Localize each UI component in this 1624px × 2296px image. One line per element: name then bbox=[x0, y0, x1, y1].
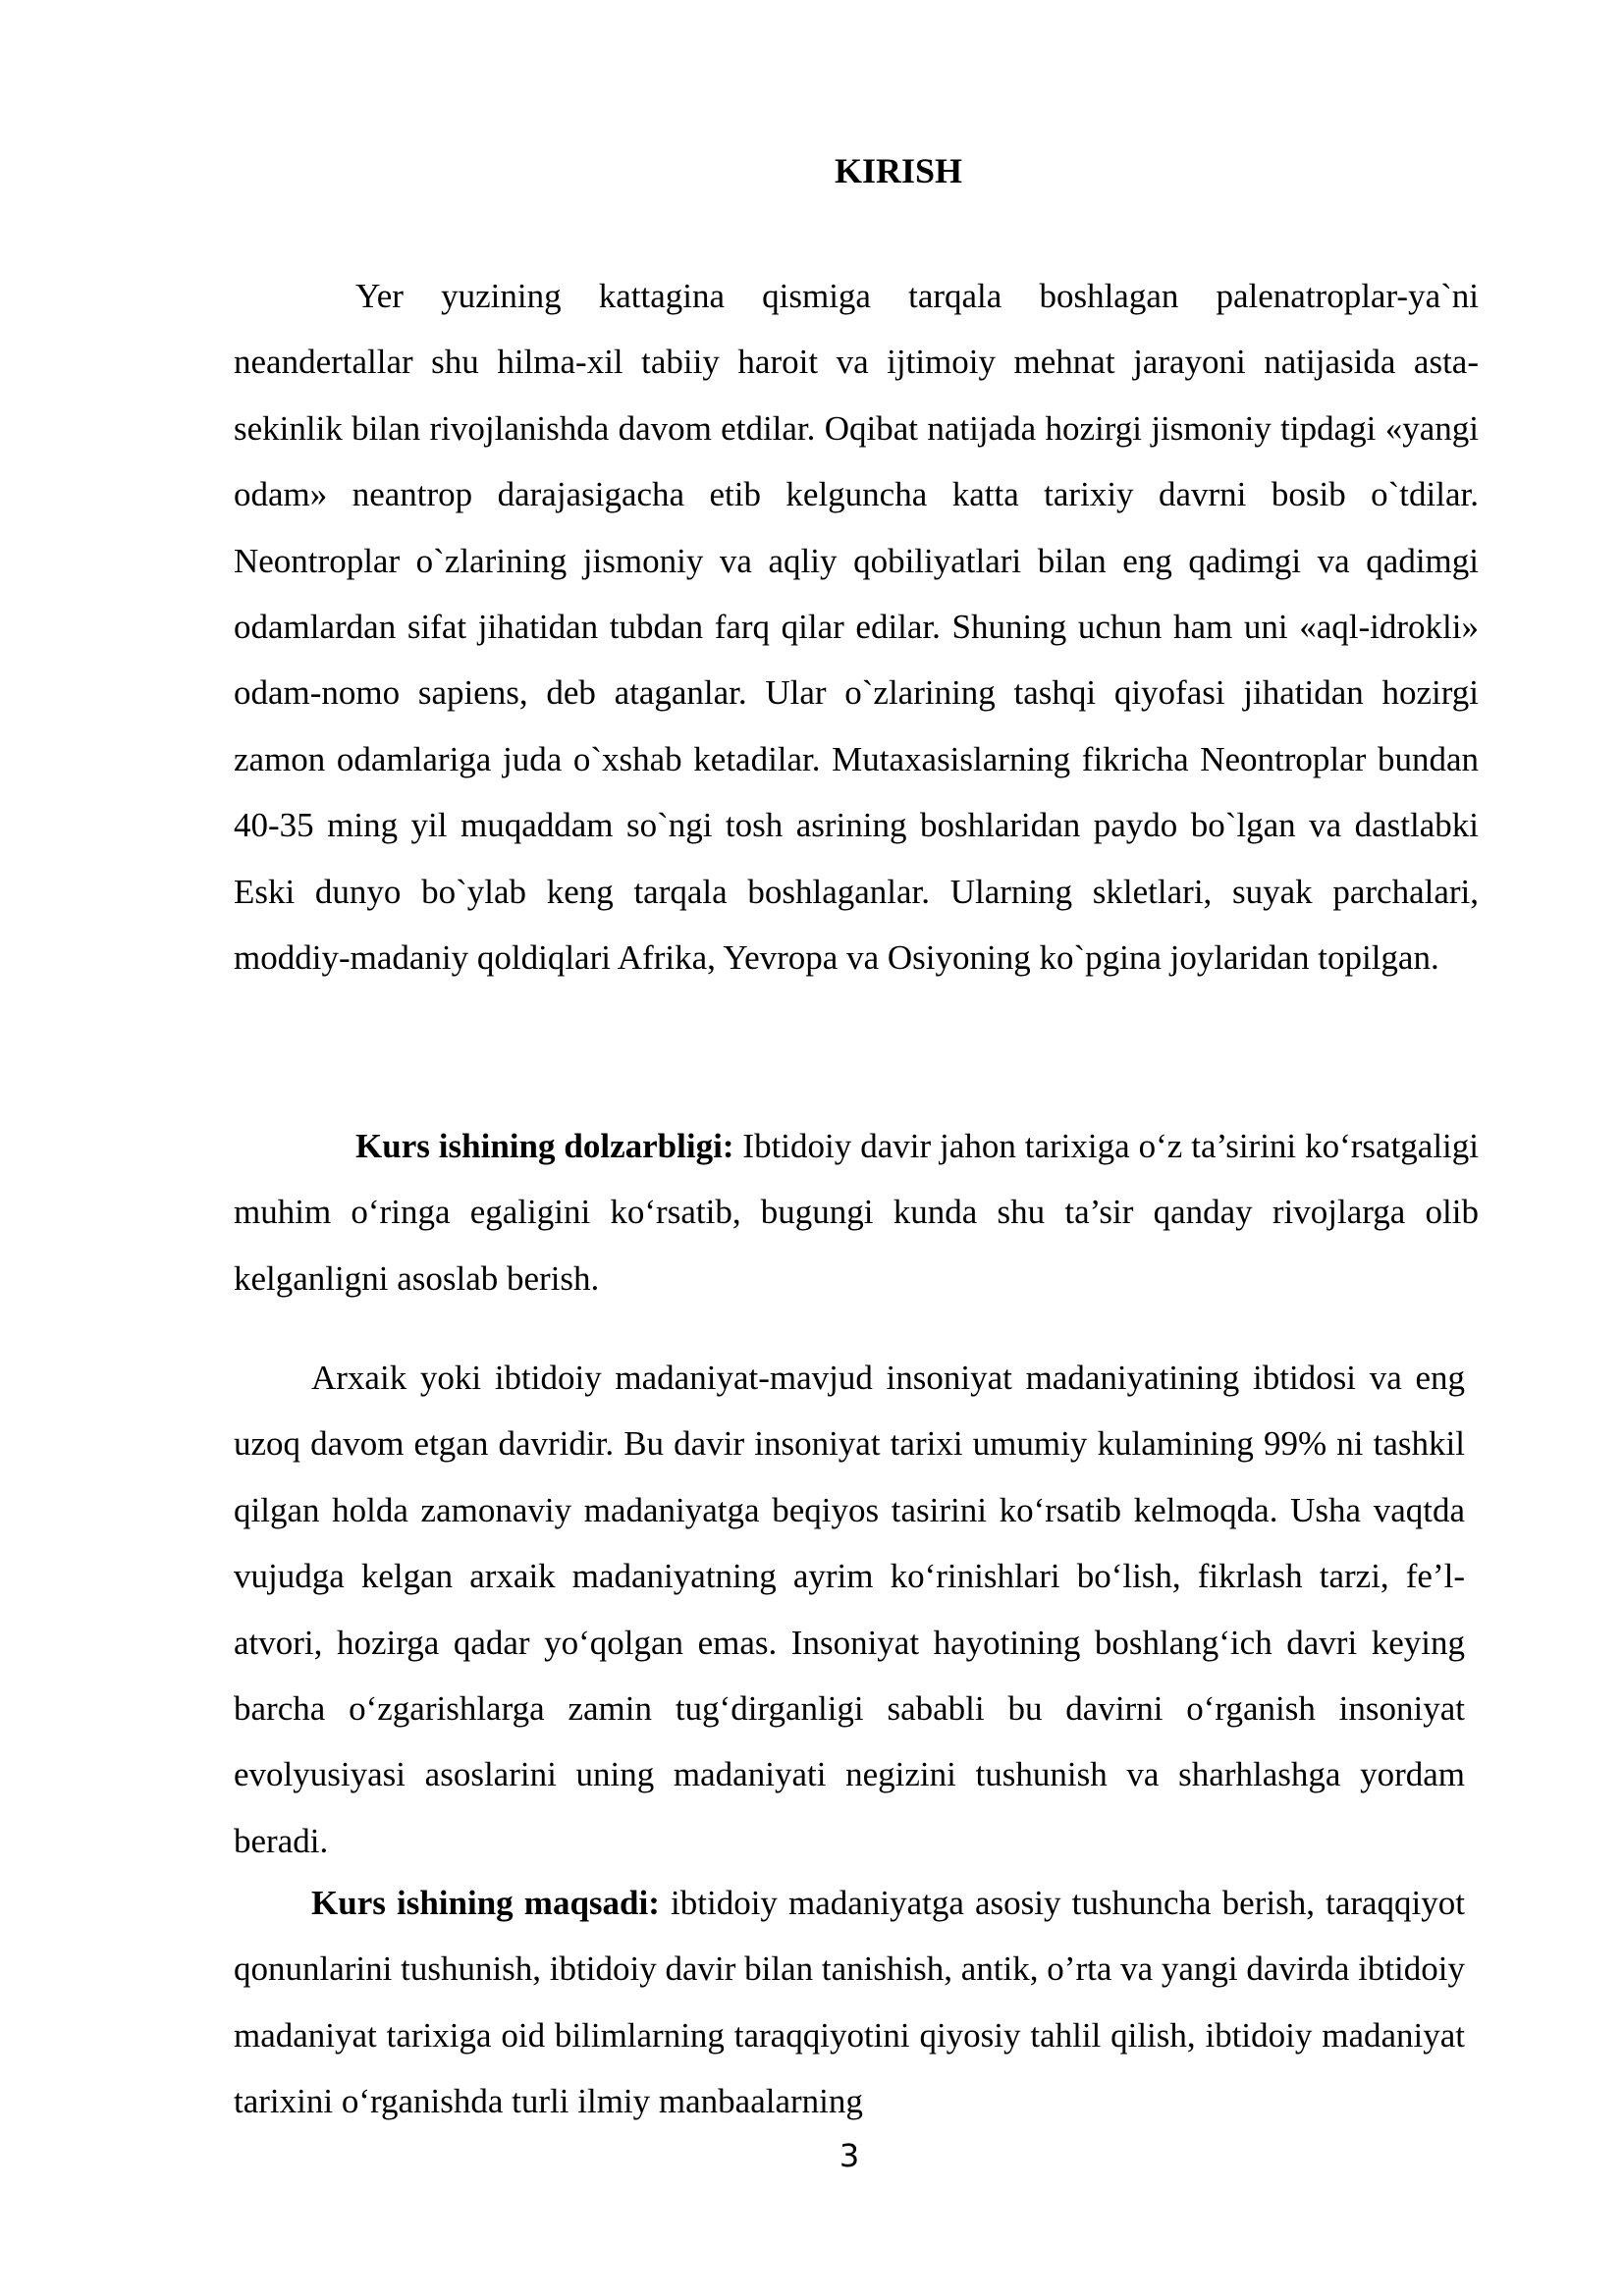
paragraph-text: Yer yuzining kattagina qismiga tarqala boshlagan palenatroplar-ya`ni neandertallar shu hilma-xil tabiiy haroit va ijtimoiy mehnat jarayoni natijasida asta-sekinlik bilan rivojlanishda davom etdilar. Oqibat natijada hozirgi jismoniy tipdagi «yangi odam» neantrop darajasigacha etib kelguncha katta tarixiy davrni bosib o`tdilar. Neontroplar o`zlarining jismoniy va aqliy qobiliyatlari bilan eng qadimgi va qadimgi odamlardan sifat jihatidan tubdan farq qilar edilar. Shuning uchun ham uni «aql-idrokli» odam-nomo sapiens, deb ataganlar. Ular o`zlarining tashqi qiyofasi jihatidan hozirgi zamon odamlariga juda o`xshab ketadilar. Mutaxasislarning fikricha Neontroplar bundan 40-35 ming yil muqaddam so`ngi tosh asrining boshlaridan paydo bo`lgan va dastlabki Eski dunyo bo`ylab keng tarqala boshlaganlar. Ularning skletlari, suyak parchalari, moddiy-madaniy qoldiqlari Afrika, Yevropa va Osiyoning ko`pgina joylaridan topilgan. bbox=[234, 277, 1479, 978]
paragraph-lead: Kurs ishining maqsadi: bbox=[311, 1884, 660, 1922]
page-title: KIRISH bbox=[834, 151, 963, 190]
paragraph-intro bbox=[234, 263, 1479, 990]
paragraph-lead: Kurs ishining dolzarbligi: bbox=[355, 1127, 734, 1165]
paragraph-relevance bbox=[234, 1113, 1479, 1311]
paragraph-text: Arxaik yoki ibtidoiy madaniyat-mavjud insoniyat madaniyatining ibtidosi va eng uzoq davom etgan davridir. Bu davir insoniyat tarixi umumiy kulamining 99% ni tashkil qilgan holda zamonaviy madaniyatga beqiyos tasirini ko‘rsatib kelmoqda. Usha vaqtda vujudga kelgan arxaik madaniyatning ayrim ko‘rinishlari bo‘lish, fikrlash tarzi, fe’l-atvori, hozirga qadar yo‘qolgan emas. Insoniyat hayotining boshlang‘ich davri keying barcha o‘zgarishlarga zamin tug‘dirganligi sababli bu davirni o‘rganish insoniyat evolyusiyasi asoslarini uning madaniyati negizini tushunish va sharhlashga yordam beradi. bbox=[234, 1359, 1465, 1860]
paragraph-archaic-culture bbox=[234, 1345, 1465, 1874]
paragraph-text: Ibtidoiy davir jahon tarixiga o‘z ta’sirini ko‘rsatgaligi muhim o‘ringa egaligini ko‘rsatib, bugungi kunda shu ta’sir qanday rivojlarga olib kelganligni asoslab berish. bbox=[234, 1127, 1479, 1298]
paragraph-goal bbox=[234, 1870, 1465, 2135]
page-number: 3 bbox=[839, 2137, 860, 2174]
paragraph-text: ibtidoiy madaniyatga asosiy tushuncha berish, taraqqiyot qonunlarini tushunish, ibtidoiy davir bilan tanishish, antik, o’rta va yangi davirda ibtidoiy madaniyat tarixiga oid bilimlarning taraqqiyotini qiyosiy tahlil qilish, ibtidoiy madaniyat tarixini o‘rganishda turli ilmiy manbaalarning bbox=[234, 1884, 1465, 2121]
